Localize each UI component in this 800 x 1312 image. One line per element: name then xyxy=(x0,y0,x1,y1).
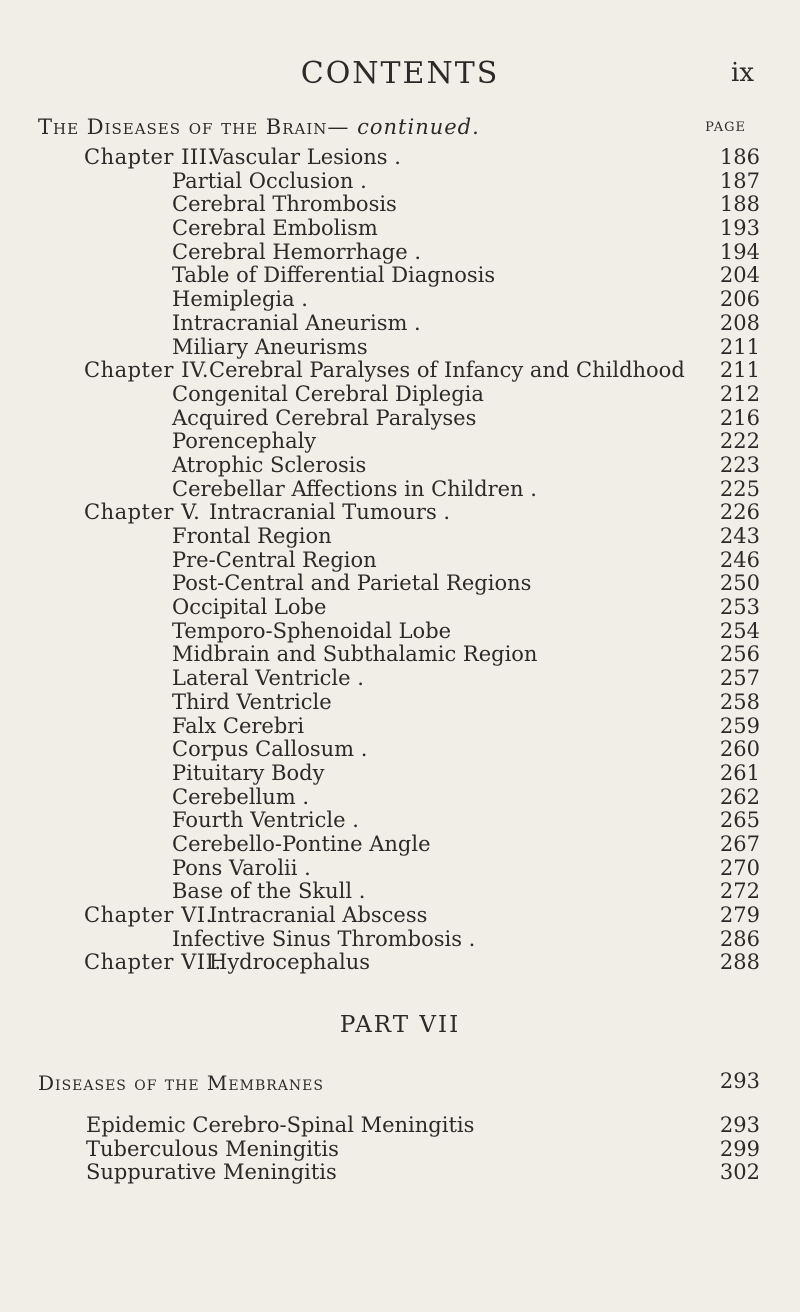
toc-entry-row xyxy=(0,762,800,786)
toc-entry-row xyxy=(0,880,800,904)
toc-entry-row xyxy=(0,833,800,857)
toc-chapter-row xyxy=(0,501,800,525)
entry-page-number: 286 xyxy=(719,926,760,951)
entry-title: Midbrain and Subthalamic Region xyxy=(172,642,538,667)
entry-title: Occipital Lobe xyxy=(172,595,327,620)
toc-list xyxy=(0,146,800,975)
toc-entry-row xyxy=(0,572,800,596)
entry-title: Frontal Region xyxy=(172,524,332,548)
entry-page-number: 211 xyxy=(719,358,760,383)
entry-page-number: 257 xyxy=(719,666,760,691)
toc-entry-row xyxy=(0,288,800,312)
entry-title: Falx Cerebri xyxy=(172,713,305,738)
entry-title: Cerebellar Affections in Children . xyxy=(172,476,537,501)
part-heading: PART VII xyxy=(339,1012,461,1038)
toc-entry-row xyxy=(0,1114,800,1138)
running-head xyxy=(0,56,800,96)
entry-title: Acquired Cerebral Paralyses xyxy=(172,405,477,430)
entry-title: Table of Differential Diagnosis xyxy=(172,263,496,288)
toc-entry-row xyxy=(0,383,800,407)
chapter-number: Chapter V. xyxy=(84,500,201,525)
toc-entry-row xyxy=(0,738,800,762)
toc-entry-row xyxy=(0,407,800,431)
chapter-number: Chapter VI. xyxy=(84,903,213,927)
entry-title: Pons Varolii . xyxy=(172,855,311,880)
entry-page-number: 187 xyxy=(719,168,760,193)
entry-title: Suppurative Meningitis xyxy=(86,1160,337,1184)
entry-title: Intracranial Tumours . xyxy=(209,500,451,525)
toc-entry-row xyxy=(0,170,800,194)
chapter-number: Chapter III. xyxy=(84,145,215,169)
toc-chapter-row xyxy=(0,904,800,928)
entry-page-number: 260 xyxy=(719,737,760,762)
entry-title: Cerebello-Pontine Angle xyxy=(172,831,431,856)
chapter-number: Chapter IV. xyxy=(84,358,210,383)
toc-entry-row xyxy=(0,1138,800,1162)
toc-chapter-row xyxy=(0,359,800,383)
page-title: CONTENTS xyxy=(300,56,500,91)
entry-page-number: 204 xyxy=(719,263,760,288)
toc-entry-row xyxy=(0,667,800,691)
toc-entry-row xyxy=(0,715,800,739)
entry-page-number: 279 xyxy=(719,903,760,927)
chapter-number: Chapter VII. xyxy=(84,950,222,975)
entry-page-number: 259 xyxy=(719,713,760,738)
entry-page-number: 293 xyxy=(719,1113,760,1137)
entry-page-number: 256 xyxy=(719,642,760,667)
entry-page-number: 250 xyxy=(719,571,760,596)
entry-page-number: 226 xyxy=(719,500,760,525)
entry-title: Intracranial Aneurism . xyxy=(172,310,421,335)
entry-page-number: 258 xyxy=(719,689,760,714)
toc-entry-row xyxy=(0,454,800,478)
entry-page-number: 267 xyxy=(719,831,760,856)
entry-title: Fourth Ventricle . xyxy=(172,808,359,833)
entry-page-number: 208 xyxy=(719,310,760,335)
entry-title: Cerebral Thrombosis xyxy=(172,192,397,217)
entry-title: Porencephaly xyxy=(172,429,317,454)
toc-entry-row xyxy=(0,336,800,360)
toc-entry-row xyxy=(0,1161,800,1185)
entry-page-number: 288 xyxy=(719,950,760,975)
entry-page-number: 211 xyxy=(719,334,760,359)
toc-entry-row xyxy=(0,193,800,217)
entry-page-number: 225 xyxy=(719,476,760,501)
entry-title: Base of the Skull . xyxy=(172,879,366,904)
entry-title: Vascular Lesions . xyxy=(209,145,401,169)
toc-entry-row xyxy=(0,549,800,573)
entry-page-number: 254 xyxy=(719,618,760,643)
toc-entry-row xyxy=(0,809,800,833)
entry-title: Epidemic Cerebro-Spinal Meningitis xyxy=(86,1113,475,1137)
page-folio: ix xyxy=(731,58,754,88)
section-heading xyxy=(38,115,480,139)
entry-page-number: 206 xyxy=(719,287,760,312)
entry-title: Cerebellum . xyxy=(172,784,310,809)
entry-page-number: 299 xyxy=(719,1136,760,1161)
toc-entry-row xyxy=(0,264,800,288)
entry-page-number: 243 xyxy=(719,524,760,548)
entry-page-number: 222 xyxy=(719,429,760,454)
page-column-label: PAGE xyxy=(705,120,746,135)
toc-entry-row xyxy=(0,312,800,336)
toc-entry-row xyxy=(0,643,800,667)
entry-page-number: 216 xyxy=(719,405,760,430)
entry-title: Tuberculous Meningitis xyxy=(86,1136,339,1161)
entry-title: Cerebral Hemorrhage . xyxy=(172,239,421,264)
toc-chapter-row xyxy=(0,951,800,975)
entry-title: Pituitary Body xyxy=(172,760,325,785)
entry-title: Cerebral Embolism xyxy=(172,216,378,241)
section-continued: continued. xyxy=(357,115,480,139)
section-title: The Diseases of the Brain— xyxy=(38,115,350,139)
toc-entry-row xyxy=(0,478,800,502)
entry-page-number: 186 xyxy=(719,145,760,169)
entry-page-number: 261 xyxy=(719,760,760,785)
membranes-section-title: Diseases of the Membranes xyxy=(38,1071,324,1095)
entry-title: Atrophic Sclerosis xyxy=(172,452,367,477)
entry-title: Hemiplegia . xyxy=(172,287,308,312)
toc-entry-row xyxy=(0,525,800,549)
entry-page-number: 265 xyxy=(719,808,760,833)
toc-entry-row xyxy=(0,217,800,241)
entry-page-number: 246 xyxy=(719,547,760,572)
entry-title: Miliary Aneurisms xyxy=(172,334,368,359)
toc-entry-row xyxy=(0,857,800,881)
entry-title: Post-Central and Parietal Regions xyxy=(172,571,532,596)
entry-page-number: 270 xyxy=(719,855,760,880)
toc-entry-row xyxy=(0,430,800,454)
entry-title: Intracranial Abscess xyxy=(209,903,428,927)
entry-title: Lateral Ventricle . xyxy=(172,666,364,691)
toc-entry-row xyxy=(0,928,800,952)
entry-page-number: 302 xyxy=(719,1160,760,1184)
toc-entry-row xyxy=(0,596,800,620)
toc-entry-row xyxy=(0,620,800,644)
toc-chapter-row xyxy=(0,146,800,170)
entry-title: Congenital Cerebral Diplegia xyxy=(172,381,484,406)
membranes-section-page: 293 xyxy=(719,1069,760,1093)
entry-page-number: 194 xyxy=(719,239,760,264)
entry-page-number: 188 xyxy=(719,192,760,217)
toc-entry-row xyxy=(0,691,800,715)
entry-title: Partial Occlusion . xyxy=(172,168,367,193)
entry-title: Corpus Callosum . xyxy=(172,737,368,762)
entry-page-number: 253 xyxy=(719,595,760,620)
entry-title: Temporo-Sphenoidal Lobe xyxy=(172,618,452,643)
entry-page-number: 193 xyxy=(719,216,760,241)
entry-page-number: 223 xyxy=(719,452,760,477)
entry-page-number: 262 xyxy=(719,784,760,809)
entry-title: Infective Sinus Thrombosis . xyxy=(172,926,476,951)
toc-entry-row xyxy=(0,786,800,810)
entry-page-number: 212 xyxy=(719,381,760,406)
entry-page-number: 272 xyxy=(719,879,760,904)
toc-entry-row xyxy=(0,241,800,265)
entry-title: Cerebral Paralyses of Infancy and Childhood xyxy=(209,358,685,383)
entry-title: Third Ventricle xyxy=(172,689,332,714)
entry-title: Hydrocephalus xyxy=(209,950,370,975)
toc-list-part-vii xyxy=(0,1114,800,1185)
entry-title: Pre-Central Region xyxy=(172,547,377,572)
